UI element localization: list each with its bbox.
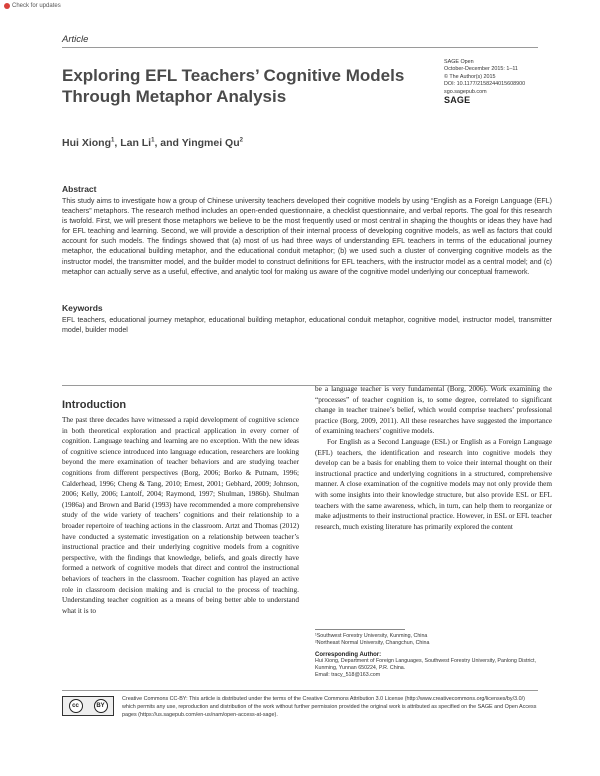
left-column (62, 415, 299, 616)
author-separator: , and (154, 137, 182, 149)
author-list (62, 137, 243, 149)
introduction-heading: Introduction (62, 399, 127, 411)
license-block (62, 696, 538, 719)
intro-paragraph-2: For English as a Second Language (ESL) or English as a Foreign Language (EFL) teachers, the identification and research into cognitive models they develop can be a basis for enabling them to voice their internal thought on their instructional practice and underlying cognitions in a structured, comprehensive manner. A close examination of the cognitive models may not only provide them with some insights into their knowledge structure, but also provide ESL or EFL teachers with the same awareness, which, in turn, can help them to reorganize or make adjustments to their instructional practice. However, in ESL or EFL teacher research, much existing literature has primarily explored the content (315, 437, 552, 531)
journal-name: SAGE Open (444, 59, 474, 65)
sage-logo: SAGE (444, 95, 471, 105)
author-separator: , (114, 137, 121, 149)
affiliation-2: ²Northeast Normal University, Changchun, China (315, 640, 430, 647)
journal-info (444, 59, 525, 96)
keywords-text: EFL teachers, educational journey metaphor, educational building metaphor, educational conduit metaphor, cognitive model, instructor model, transmitter model, builder model (62, 316, 552, 335)
author-name: Hui Xiong (62, 137, 111, 149)
footer-divider (62, 690, 538, 691)
author-affiliation: 1 (151, 137, 155, 144)
journal-doi[interactable]: DOI: 10.1177/2158244015608900 (444, 81, 526, 88)
journal-site[interactable]: sgo.sagepub.com (444, 88, 487, 95)
keywords-section (62, 303, 552, 335)
paper-title: Exploring EFL Teachers’ Cognitive Models Through Metaphor Analysis (62, 66, 405, 106)
cc-by-badge[interactable] (62, 696, 114, 716)
corresponding-author-heading: Corresponding Author: (315, 651, 382, 658)
corresponding-author-email[interactable]: Email: tracy_518@163.com (315, 672, 381, 679)
footnotes (315, 629, 552, 679)
affiliation-1: ¹Southwest Forestry University, Kunming, China (315, 633, 428, 639)
check-updates-icon (4, 3, 10, 9)
check-for-updates-badge[interactable] (4, 3, 61, 9)
check-updates-label: Check for updates (12, 3, 61, 9)
journal-issue: October-December 2015: 1–11 (444, 66, 518, 73)
abstract-heading: Abstract (62, 184, 97, 194)
author-affiliation: 1 (111, 137, 115, 144)
journal-copyright: © The Author(s) 2015 (444, 73, 496, 80)
cc-icon: cc (69, 699, 83, 713)
abstract-section (62, 184, 552, 277)
author-name: Yingmei Qu (181, 137, 240, 149)
article-type-label: Article (62, 34, 89, 45)
footnote-divider (315, 629, 405, 630)
corresponding-author-address: Hui Xiong, Department of Foreign Languages, Southwest Forestry University, Panlong District, Kunming, Yunnan 650224, P.R. China. (315, 657, 537, 671)
author-name: Lan Li (120, 137, 152, 149)
author-affiliation: 2 (239, 137, 243, 144)
top-divider (62, 47, 538, 48)
by-icon: BY (94, 699, 108, 713)
license-text: Creative Commons CC-BY: This article is distributed under the terms of the Creative Commons Attribution 3.0 License (http://www.creativecommons.org/licenses/by/3.0/) which permits any use, reproduction and distribution of the work without further permission provided the original work is attributed as specified on the SAGE and Open Access pages (https://us.sagepub.com/en-us/nam/open-access-at-sage). (122, 696, 537, 718)
keywords-heading: Keywords (62, 303, 103, 313)
abstract-text: This study aims to investigate how a group of Chinese university teachers developed their cognitive models by using “English as a Foreign Language (EFL) teachers” metaphors. The research method includes an open-ended questionnaire, a checklist questionnaire, and verbal reports. The goal for this research is twofold. First, we will present those metaphors we believe to be the most frequently used or most central in shaping the thoughts or ideas they have had for EFL teaching and learning. Second, we will provide a description of their internal process of developing cognitive models, as well as factors that could account for such models. The findings showed that (a) most of us had three ways of understanding EFL teachers in terms of the educational journey metaphor, the educational building metaphor, and the educational conduit metaphor; (b) we used such a cluster of converging cognitive models as the instructor model, the transmitter model, and the builder model to construct definitions for EFL teachers, with the instructor model as a central model; and (c) metaphor can actually serve as a useful, effective, and analytic tool for making us aware of the cognitive model underlying our conceptual framework. (62, 197, 552, 276)
intro-paragraph-1: The past three decades have witnessed a rapid development of cognitive science in both theoretical exploration and practical application in every corner of cognition. Language teaching and learning are no exception. With the new ideas of cognitive science introduced into language education, researchers are looking beyond the mere examination of teacher behaviors and are studying teacher cognitions from different perspectives (Borg, 2006; Borko & Putnam, 1996; Calderhead, 1996; Cheng & Tang, 2010; Ernest, 2001; Gebhard, 2009; Johnson, 2006; Kelly, 2006; Lantolf, 2004; Raymond, 1997; Shulman, 1986b). Shulman (1986a) and Brown and Barid (1993) have recommended a more comprehensive study of the wide variety of teachers’ cognitions and their relationship to a broader repertoire of teaching actions in the classroom. Artzt and Thomas (2012) have conducted a systematic investigation on a relationship between teacher’s instructional practice and their underlying cognitive models from a cognitive perspective, with the findings that knowledge, beliefs, and goals directly have formed a network of cognitive models that direct and control the instructional behaviors of teachers in the classroom. Teacher cognition has played an active role in classroom decision making and is crucial to the process of teaching. Understanding teacher cognition as a means of being better able to understand what it is to (62, 416, 299, 615)
intro-paragraph-continued: be a language teacher is very fundamental (Borg, 2006). Work examining the “processes” of teacher cognition is, to some degree, correlated to significant change in teacher trainee’s belief, which would comprise teachers’ professional practice (Borg, 2009, 2011). All these researches have suggested the importance of examining teachers’ cognitive models. (315, 385, 552, 436)
right-column (315, 384, 552, 532)
